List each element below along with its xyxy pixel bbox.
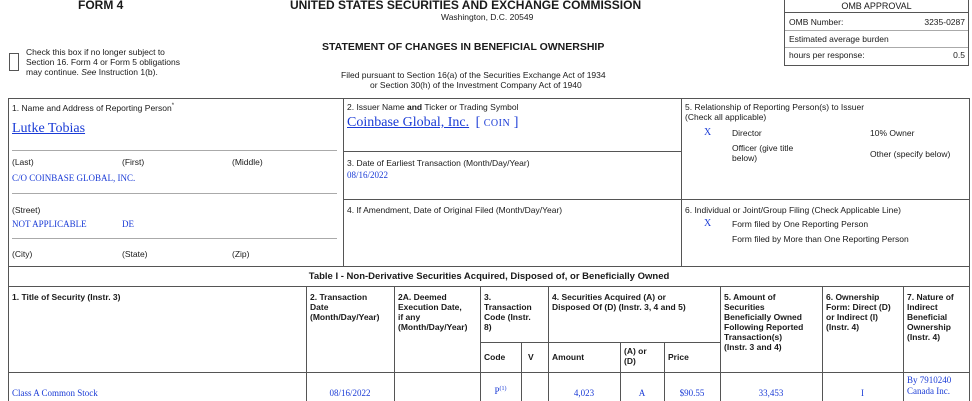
filing-option-1: Form filed by One Reporting Person [732, 219, 869, 229]
col5-header-4: Following Reported [724, 322, 804, 332]
transaction-code: P [494, 386, 500, 396]
col5-header-1: 5. Amount of [724, 292, 776, 302]
box1-asterisk: * [171, 103, 175, 110]
nature-line-2: Canada Inc. [907, 386, 950, 396]
zip-label: (Zip) [232, 249, 250, 259]
col-divider-2 [306, 286, 307, 401]
acquired-disposed-cell: A [638, 388, 646, 398]
omb-title: OMB APPROVAL [785, 0, 968, 13]
omb-hours-value: 0.5 [953, 50, 965, 60]
street-state-value: DE [122, 219, 134, 229]
ticker-link[interactable]: COIN [483, 118, 511, 129]
col-divider-6 [822, 286, 823, 401]
owned-following-cell: 33,453 [758, 388, 784, 398]
col2a-header-1: 2A. Deemed [398, 292, 447, 302]
checkbox-line-3-post: Instruction 1(b). [96, 67, 158, 77]
omb-hours-row [785, 48, 968, 64]
omb-hours-label: hours per response: [789, 50, 865, 60]
nature-line-1: By 7910240 [907, 375, 952, 385]
no-longer-subject-checkbox[interactable] [9, 53, 19, 71]
col2-header-2: Date [310, 302, 329, 312]
col3-header-4: 8) [484, 322, 492, 332]
header-bottom-rule [8, 372, 970, 373]
amount-subheader: Amount [552, 352, 585, 362]
divider-col-3 [681, 98, 682, 266]
col4-header [552, 292, 686, 312]
amount-cell: 4,023 [573, 388, 595, 398]
transaction-code-cell [480, 386, 521, 396]
rule-name [12, 150, 337, 151]
checkbox-line-3 [26, 67, 180, 77]
omb-number-row [785, 15, 968, 31]
bracket-open: [ [475, 115, 481, 130]
director-mark[interactable]: X [704, 127, 712, 138]
subheader-rule [480, 342, 720, 343]
col4-header-2: Disposed Of (D) (Instr. 3, 4 and 5) [552, 302, 686, 312]
middle-name-label: (Middle) [232, 157, 263, 167]
box1-label-text: 1. Name and Address of Reporting Person [12, 103, 172, 113]
box1-label [12, 103, 174, 113]
col6-header-1: 6. Ownership [826, 292, 880, 302]
col2-header-3: (Month/Day/Year) [310, 312, 380, 322]
statement-title: STATEMENT OF CHANGES IN BENEFICIAL OWNERSHIP [322, 41, 605, 53]
top-rule [8, 98, 970, 99]
last-name-label: (Last) [12, 157, 34, 167]
director-label: Director [732, 128, 762, 138]
col4-header-1: 4. Securities Acquired (A) or [552, 292, 666, 302]
aord-subheader [624, 346, 647, 366]
ten-percent-owner-label: 10% Owner [870, 128, 915, 138]
col2-header [310, 292, 379, 322]
divider-box-3-4 [343, 199, 970, 200]
box2-label [347, 102, 519, 112]
bracket-close: ] [513, 115, 519, 130]
col3-header-3: Code (Instr. [484, 312, 531, 322]
col6-header [826, 292, 891, 332]
checkbox-line-2: Section 16. Form 4 or Form 5 obligations [26, 57, 181, 67]
col2a-header-2: Execution Date, [398, 302, 462, 312]
street-label: (Street) [12, 205, 41, 215]
col1-header: 1. Title of Security (Instr. 3) [12, 292, 121, 302]
ownership-form-cell: I [861, 388, 864, 398]
col-divider-5 [720, 286, 721, 401]
transaction-code-footnote[interactable]: (1) [499, 386, 507, 392]
reporting-person-link[interactable]: Lutke Tobias [12, 121, 86, 136]
left-rule [8, 98, 9, 401]
col7-header-2: Indirect [907, 302, 938, 312]
issuer-link[interactable]: Coinbase Global, Inc. [347, 115, 470, 130]
officer-label [732, 143, 793, 163]
aord-subheader-1: (A) or [624, 346, 647, 356]
col5-header-6: (Instr. 3 and 4) [724, 342, 782, 352]
first-name-label: (First) [122, 157, 145, 167]
rule-address [12, 193, 337, 194]
earliest-transaction-date: 08/16/2022 [347, 170, 389, 180]
col5-header-5: Transaction(s) [724, 332, 783, 342]
col3-header-2: Transaction [484, 302, 532, 312]
col7-header-3: Beneficial [907, 312, 948, 322]
price-subheader: Price [668, 352, 689, 362]
col7-header-5: (Instr. 4) [907, 332, 941, 342]
omb-number-label: OMB Number: [789, 17, 844, 27]
transaction-date-cell: 08/16/2022 [329, 388, 371, 398]
state-label: (State) [122, 249, 148, 259]
box2-label-pre: 2. Issuer Name [347, 102, 407, 112]
col7-header-4: Ownership [907, 322, 951, 332]
col2a-header-4: (Month/Day/Year) [398, 322, 468, 332]
box3-label: 3. Date of Earliest Transaction (Month/Day/Year) [347, 158, 530, 168]
table-title-top-rule [8, 266, 970, 267]
checkbox-line-3-see: See [81, 67, 97, 77]
col-divider-3 [480, 286, 481, 401]
other-label: Other (specify below) [870, 149, 951, 159]
address-line: C/O COINBASE GLOBAL, INC. [12, 173, 136, 183]
col3-header [484, 292, 532, 332]
checkbox-instructions [26, 47, 180, 77]
col-divider-4 [548, 286, 549, 401]
col2a-header [398, 292, 467, 332]
checkbox-line-3-pre: may continue. [26, 67, 82, 77]
checkbox-line-1: Check this box if no longer subject to [26, 47, 165, 57]
v-subheader: V [528, 352, 534, 362]
filing-option-2: Form filed by More than One Reporting Person [732, 234, 909, 244]
officer-label-2: below) [732, 153, 758, 163]
col5-header-3: Beneficially Owned [724, 312, 802, 322]
col5-header-2: Securities [724, 302, 765, 312]
box6-label: 6. Individual or Joint/Group Filing (Check Applicable Line) [685, 205, 901, 215]
col6-header-4: (Instr. 4) [826, 322, 860, 332]
col6-header-3: or Indirect (I) [826, 312, 878, 322]
col-divider-7 [903, 286, 904, 401]
nature-of-ownership-cell [907, 375, 951, 397]
issuer-row [347, 115, 518, 131]
box4-label: 4. If Amendment, Date of Original Filed (Month/Day/Year) [347, 205, 563, 215]
code-subheader: Code [484, 352, 506, 362]
col-divider-2a [394, 286, 395, 401]
omb-number-value: 3235-0287 [924, 17, 965, 27]
commission-title: UNITED STATES SECURITIES AND EXCHANGE COMMISSION [290, 0, 642, 12]
divider-col-2 [343, 98, 344, 266]
omb-burden-row [785, 32, 968, 48]
security-title-cell: Class A Common Stock [12, 388, 98, 398]
filed-pursuant-line-2: or Section 30(h) of the Investment Company Act of 1940 [370, 80, 582, 90]
form-label: FORM 4 [78, 0, 124, 12]
price-cell: $90.55 [679, 388, 705, 398]
table1-header-top-rule [8, 286, 970, 287]
box5-label: 5. Relationship of Reporting Person(s) to Issuer [685, 102, 865, 112]
box5-sub: (Check all applicable) [685, 112, 767, 122]
aord-subheader-2: (D) [624, 356, 636, 366]
col6-header-2: Form: Direct (D) [826, 302, 891, 312]
box2-label-and: and [407, 102, 423, 112]
city-label: (City) [12, 249, 33, 259]
divider-box-2-3 [343, 151, 681, 152]
table1-title: Table I - Non-Derivative Securities Acquired, Disposed of, or Beneficially Owned [308, 271, 670, 282]
right-rule [969, 98, 970, 401]
col5-header [724, 292, 803, 352]
box2-label-post: Ticker or Trading Symbol [422, 102, 519, 112]
col2-header-1: 2. Transaction [310, 292, 368, 302]
col7-header [907, 292, 954, 342]
filed-pursuant-line-1: Filed pursuant to Section 16(a) of the Securities Exchange Act of 1934 [341, 70, 606, 80]
col7-header-1: 7. Nature of [907, 292, 954, 302]
one-person-mark[interactable]: X [704, 218, 712, 229]
commission-city: Washington, D.C. 20549 [441, 12, 534, 22]
col2a-header-3: if any [398, 312, 421, 322]
street-city-value: NOT APPLICABLE [12, 219, 87, 229]
rule-street [12, 238, 337, 239]
omb-burden-label: Estimated average burden [789, 34, 889, 44]
col3-header-1: 3. [484, 292, 492, 302]
officer-label-1: Officer (give title [732, 143, 794, 153]
